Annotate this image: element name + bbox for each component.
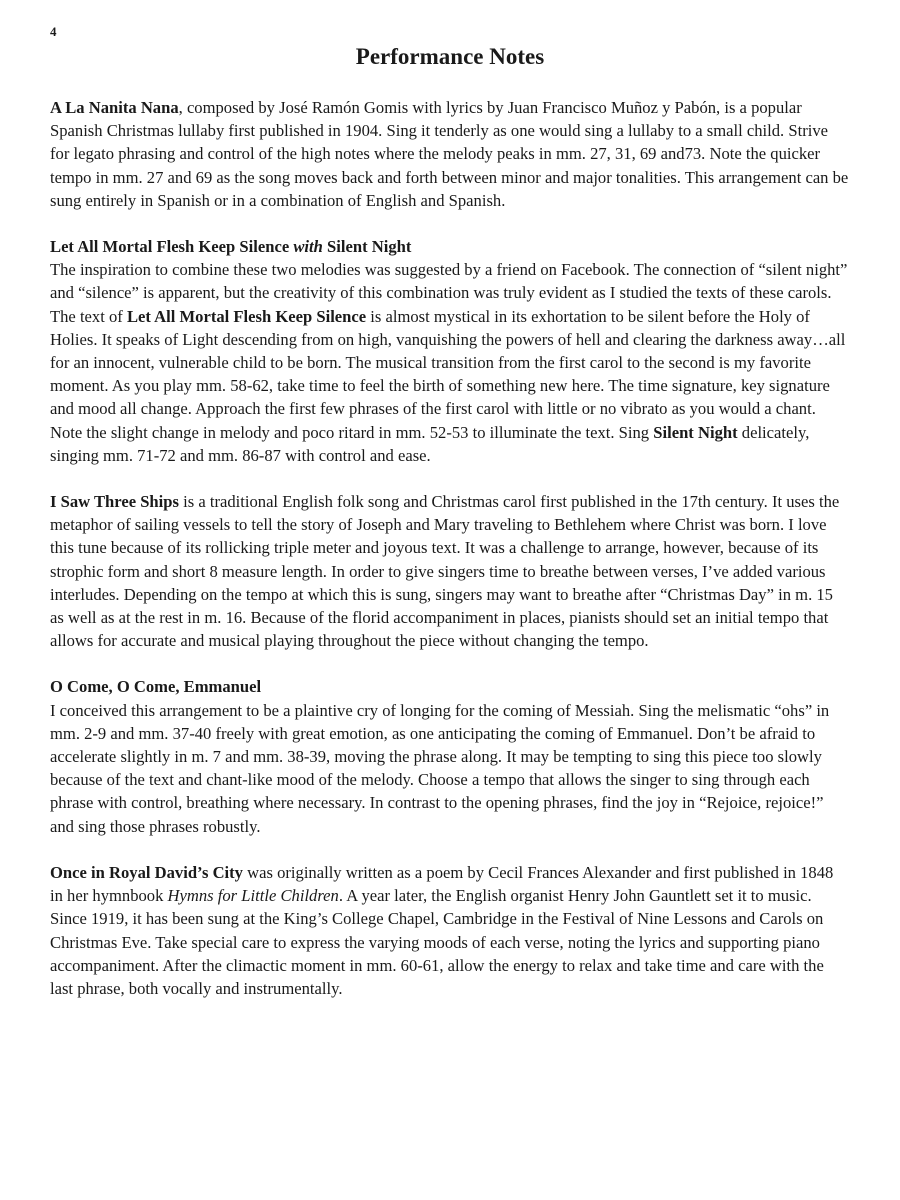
- note-text: . A year later, the English organist Henry John Gauntlett set it to music. Since 1919, it has been sung at the King’s College Chapel, Cambridge in the Festival of Nine Lessons and Carols on Christmas Eve. Take special care to express the varying moods of each verse, noting the lyrics and supporting piano accompaniment. After the climactic moment in mm. 60-61, allow the energy to relax and take time and care with the last phrase, both vocally and instrumentally.: [50, 886, 824, 998]
- page-number: 4: [50, 24, 57, 39]
- heading-title-b: Silent Night: [327, 237, 412, 257]
- note-text: is almost mystical in its exhortation to be silent before the Holy of Holies. It speaks of Light descending from on high, vanquishing the powers of hell and clearing the darkness away…all for an innocent, vulnerable child to be born. The musical transition from the first carol to the second is my favorite moment. As you play mm. 58-62, take time to feel the birth of something new here. The time signature, key signature and mood all change. Approach the first few phrases of the first carol with little or no vibrato as you would a chant. Note the slight change in melody and poco ritard in mm. 52-53 to illuminate the text. Sing: [50, 306, 846, 442]
- song-title: Once in Royal David’s City: [50, 862, 243, 882]
- note-text: The inspiration to combine these two melodies was suggested by a friend on Facebook. The connection of “silent night” and “silence” is apparent, but the creativity of this combination was truly evident as I studied the texts of these carols. The text of: [50, 260, 848, 326]
- note-once-in-royal-davids-city: [50, 861, 850, 1000]
- inline-title: Let All Mortal Flesh Keep Silence: [126, 306, 367, 326]
- book-title: Hymns for Little Children: [167, 886, 339, 906]
- note-a-la-nanita-nana: [50, 96, 850, 212]
- heading-with: with: [293, 237, 323, 257]
- note-o-come-emmanuel: [50, 675, 850, 837]
- note-text: is a traditional English folk song and Christmas carol first published in the 17th century. It uses the metaphor of sailing vessels to tell the story of Joseph and Mary traveling to Bethlehem where Christ was born. I love this tune because of its rollicking triple meter and joyous text. It was a challenge to arrange, however, because of its strophic form and short 8 measure length. In order to give singers time to breathe between verses, I’ve added various interludes. Depending on the tempo at which this is sung, singers may want to breathe after “Christmas Day” in m. 15 as well as at the rest in m. 16. Because of the florid accompaniment in places, pianists should set an initial tempo that allows for accurate and musical playing throughout the piece without changing the tempo.: [50, 492, 840, 651]
- note-text: was originally written as a poem by Cecil Frances Alexander and first published in 1848 in her hymnbook: [50, 862, 834, 906]
- note-heading: O Come, O Come, Emmanuel: [50, 677, 262, 697]
- note-let-all-mortal-flesh: [50, 235, 850, 467]
- note-i-saw-three-ships: [50, 490, 850, 652]
- note-text: I conceived this arrangement to be a plaintive cry of longing for the coming of Messiah. Sing the melismatic “ohs” in mm. 2-9 and mm. 37-40 freely with great emotion, as one anticipating the coming of Emmanuel. Don’t be afraid to accelerate slightly in m. 7 and mm. 38-39, moving the phrase along. It may be tempting to sing this piece too slowly because of the text and chant-like mood of the melody. Choose a tempo that allows the singer to sing through each phrase with control, breathing where necessary. In contrast to the opening phrases, find the joy in “Rejoice, rejoice!” and sing those phrases robustly.: [50, 700, 830, 836]
- song-title: I Saw Three Ships: [50, 492, 179, 512]
- page-title: Performance Notes: [355, 44, 545, 69]
- note-text: , composed by José Ramón Gomis with lyrics by Juan Francisco Muñoz y Pabón, is a popular Spanish Christmas lullaby first published in 1904. Sing it tenderly as one would sing a lullaby to a small child. Strive for legato phrasing and control of the high notes where the melody peaks in mm. 27, 31, 69 and73. Note the quicker tempo in mm. 27 and 69 as the song moves back and forth between minor and major tonalities. This arrangement can be sung entirely in Spanish or in a combination of English and Spanish.: [50, 98, 849, 210]
- inline-title: Silent Night: [653, 422, 738, 442]
- note-text: delicately, singing mm. 71-72 and mm. 86-87 with control and ease.: [50, 422, 810, 465]
- heading-title-a: Let All Mortal Flesh Keep Silence: [50, 237, 290, 257]
- song-title: A La Nanita Nana: [50, 98, 179, 117]
- note-heading: [50, 235, 850, 258]
- performance-notes: [50, 96, 850, 1023]
